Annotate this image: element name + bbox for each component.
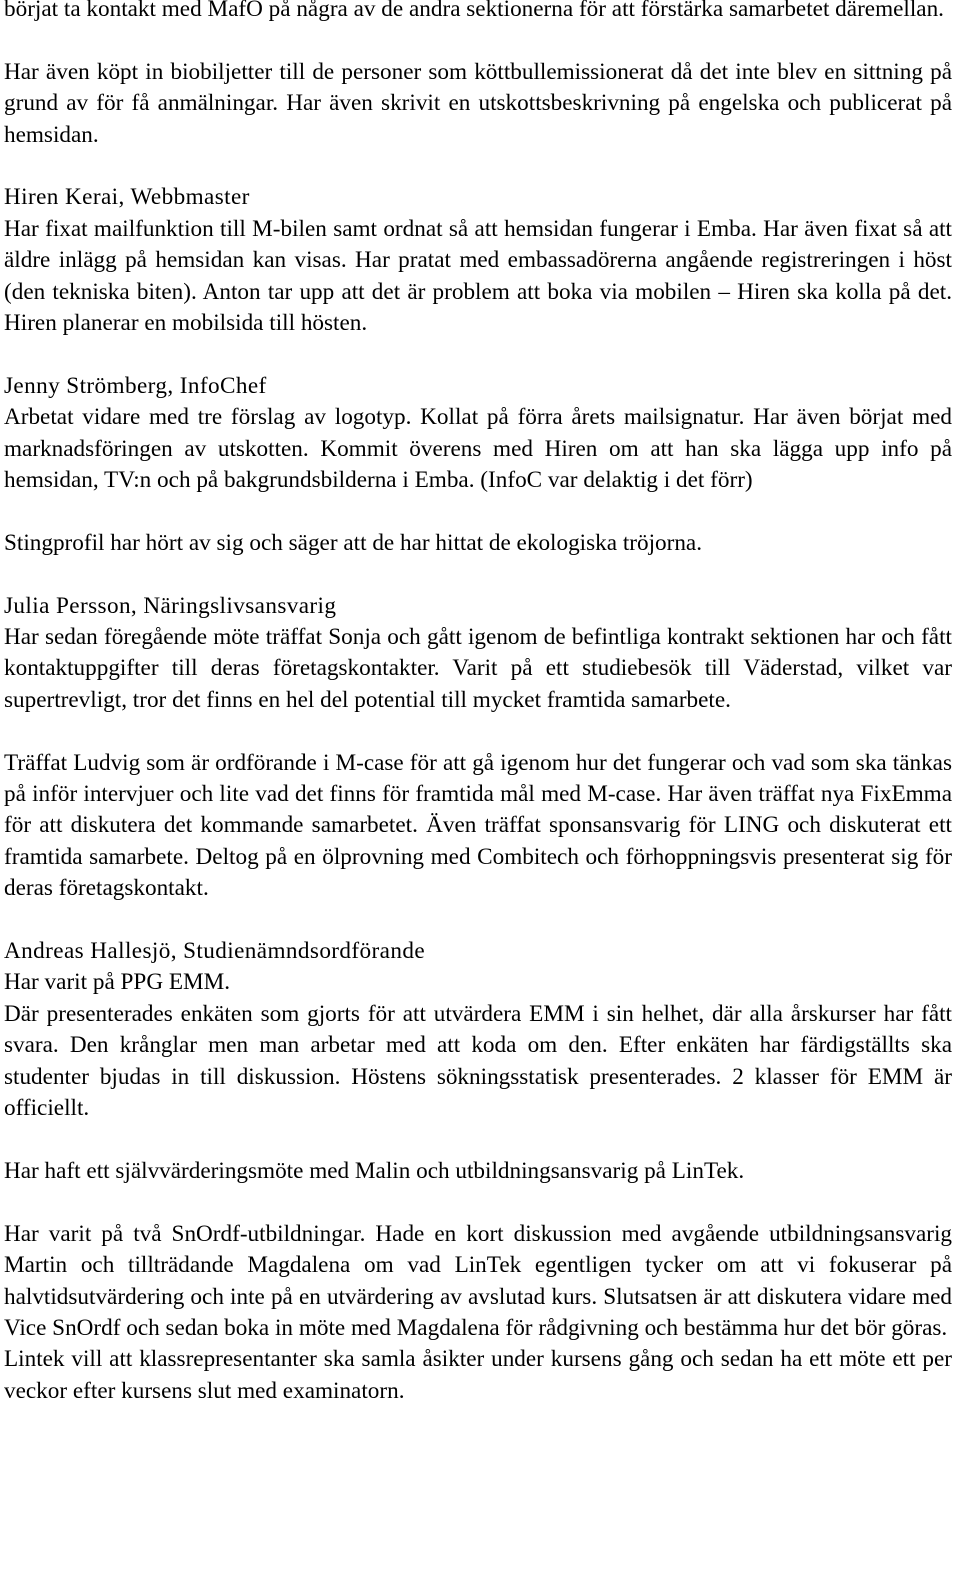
document-page: [4, 0, 952, 1407]
section-paragraph: Lintek vill att klassrepresentanter ska samla åsikter under kursens gång och sedan ha ett möte ett per veckor efter kursens slut med examinatorn.: [4, 1346, 952, 1404]
section-paragraph: Där presenterades enkäten som gjorts för att utvärdera EMM i sin helhet, där alla årskurser har fått svara. Den krånglar men man arbetar med att koda om den. Efter enkäten har färdigställts ska studenter bjudas in till diskussion. Höstens sökningsstatisk presenterades. 2 klasser för EMM är officiellt.: [4, 1000, 952, 1122]
intro-paragraph-1: börjat ta kontakt med MafO på några av de andra sektionerna för att förstärka samarbetet däremellan.: [4, 0, 944, 22]
section-paragraph: Stingprofil har hört av sig och säger att de har hittat de ekologiska tröjorna.: [4, 529, 703, 556]
section-paragraph: Arbetat vidare med tre förslag av logotyp. Kollat på förra årets mailsignatur. Har även börjat med marknadsföringen av utskotten. Kommit överens med Hiren om att han ska lägga upp info på hemsidan, TV:n och på bakgrundsbilderna i Emba. (InfoC var delaktig i det förr): [4, 404, 952, 494]
section-infochef: [4, 371, 952, 559]
intro-paragraph-2: Har även köpt in biobiljetter till de personer som köttbullemissionerat då det inte blev en sittning på grund av för få anmälningar. Har även skrivit en utskottsbeskrivning på engelska och publicerat på hemsidan.: [4, 58, 952, 148]
section-paragraph: Träffat Ludvig som är ordförande i M-case för att gå igenom hur det fungerar och vad som ska tänkas på inför intervjuer och lite vad det finns för framtida mål med M-case. Har även träffat nya FixEmma för att diskutera det kommande samarbetet. Även träffat sponsansvarig för LING och diskuterat ett framtida samarbete. Deltog på en ölprovning med Combitech och förhoppningsvis presenterat sig för deras företagskontakt.: [4, 749, 952, 902]
section-paragraph: Har haft ett självvärderingsmöte med Malin och utbildningsansvarig på LinTek.: [4, 1157, 745, 1184]
section-naringsliv: [4, 591, 952, 905]
section-paragraph: Har sedan föregående möte träffat Sonja och gått igenom de befintliga kontrakt sektionen har och fått kontaktuppgifter till deras företagskontakter. Varit på ett studiebesök till Väderstad, vilket var supertrevligt, tror det finns en hel del potential till mycket framtida samarbete.: [4, 624, 952, 713]
section-heading: Julia Persson, Näringslivsansvarig: [4, 592, 337, 619]
section-studienamnd: [4, 936, 952, 1407]
section-paragraph: Har varit på två SnOrdf-utbildningar. Hade en kort diskussion med avgående utbildningsansvarig Martin och tillträdande Magdalena om vad LinTek egentligen tycker om att vi fokuserar på halvtidsutvärdering och inte på en utvärdering av avslutad kurs. Slutsatsen är att diskutera vidare med Vice SnOrdf och sedan boka in möte med Magdalena för rådgivning och bestämma hur det bör göras.: [4, 1220, 952, 1341]
section-paragraph: Har varit på PPG EMM.: [4, 969, 231, 996]
section-heading: Hiren Kerai, Webbmaster: [4, 184, 250, 211]
section-paragraph: Har fixat mailfunktion till M-bilen samt ordnat så att hemsidan fungerar i Emba. Har även fixat så att äldre inlägg på hemsidan kan visas. Har pratat med embassadörerna angående registreringen i höst (den tekniska biten). Anton tar upp att det är problem att boka via mobilen – Hiren ska kolla på det. Hiren planerar en mobilsida till hösten.: [4, 215, 952, 337]
section-heading: Jenny Strömberg, InfoChef: [4, 372, 267, 399]
section-heading: Andreas Hallesjö, Studienämndsordförande: [4, 938, 426, 965]
section-webbmaster: [4, 182, 952, 339]
